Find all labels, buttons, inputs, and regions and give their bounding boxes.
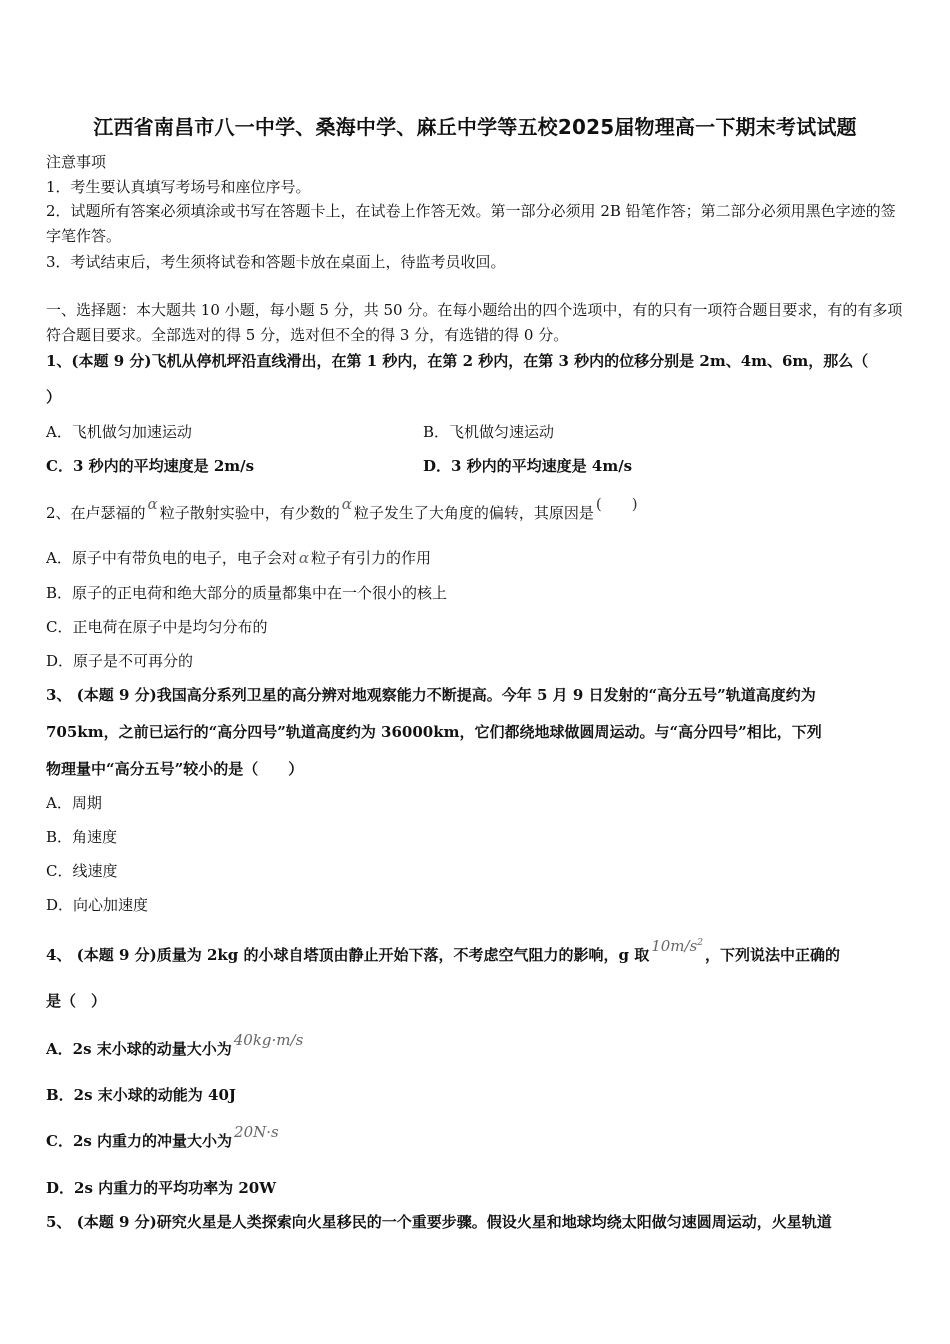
q2-stem: 2、在卢瑟福的 α 粒子散射实验中，有少数的 α 粒子发生了大角度的偏转，其原因是 ( ) xyxy=(46,495,638,522)
q1-options-row-2 xyxy=(46,456,906,476)
q4-option-d: D．2s 内重力的平均功率为 20W xyxy=(46,1179,277,1197)
momentum-value: 40kg·m/s xyxy=(233,1031,304,1049)
q2-option-a: A．原子中有带负电的电子，电子会对 α 粒子有引力的作用 xyxy=(46,549,431,567)
q3-line-3: 物理量中“高分五号”较小的是（ ） xyxy=(46,760,304,778)
q1-stem: 1、(本题 9 分)飞机从停机坪沿直线滑出，在第 1 秒内，在第 2 秒内，在第 3 秒内的位移分别是 2m、4m、6m，那么（ xyxy=(46,352,869,370)
q3-line-1: 3、 (本题 9 分)我国高分系列卫星的高分辨对地观察能力不断提高。今年 5 月 9 日发射的“高分五号”轨道高度约为 xyxy=(46,686,816,704)
section-intro: 一、选择题：本大题共 10 小题，每小题 5 分，共 50 分。在每小题给出的四个选项中，有的只有一项符合题目要求，有的有多项符合题目要求。全部选对的得 5 分，选对但不全的得 3 分，有选错的得 0 分。 xyxy=(46,301,903,344)
q1-options-row-1 xyxy=(46,422,906,442)
impulse-value: 20N·s xyxy=(234,1123,279,1141)
q4-stem-end: 是（ ） xyxy=(46,992,107,1010)
q4-option-c: C．2s 内重力的冲量大小为 20N·s xyxy=(46,1123,279,1150)
g-value: $10m/s^2$ xyxy=(651,937,704,955)
notice-heading: 注意事项 xyxy=(46,153,107,171)
notice-item-3: 3．考试结束后，考生须将试卷和答题卡放在桌面上，待监考员收回。 xyxy=(46,253,506,271)
page-title: 江西省南昌市八一中学、桑海中学、麻丘中学等五校2025届物理高一下期末考试试题 xyxy=(93,115,857,139)
answer-paren: ( ) xyxy=(595,495,638,513)
q4-stem: 4、 (本题 9 分)质量为 2kg 的小球自塔顶由静止开始下落，不考虑空气阻力的影响，g 取 $10m/s^2$，下列说法中正确的 xyxy=(46,937,841,964)
q3-option-c: C．线速度 xyxy=(46,862,118,880)
notice-item-1: 1．考生要认真填写考场号和座位序号。 xyxy=(46,178,311,196)
q1-option-d: D．3 秒内的平均速度是 4m/s xyxy=(423,457,633,475)
notice-item-2: 2．试题所有答案必须填涂或书写在答题卡上，在试卷上作答无效。第一部分必须用 2B 铅笔作答；第二部分必须用黑色字迹的签字笔作答。 xyxy=(46,202,896,245)
q4-option-a: A．2s 末小球的动量大小为 40kg·m/s xyxy=(46,1031,304,1058)
q2-option-d: D．原子是不可再分的 xyxy=(46,652,194,670)
q1-option-a: A．飞机做匀加速运动 xyxy=(46,423,192,441)
q3-option-b: B．角速度 xyxy=(46,828,118,846)
q2-option-c: C．正电荷在原子中是均匀分布的 xyxy=(46,618,268,636)
alpha-symbol: α xyxy=(147,495,158,513)
q1-option-b: B．飞机做匀速运动 xyxy=(423,423,555,441)
q3-option-a: A．周期 xyxy=(46,794,102,812)
q3-option-d: D．向心加速度 xyxy=(46,896,149,914)
q2-option-b: B．原子的正电荷和绝大部分的质量都集中在一个很小的核上 xyxy=(46,584,448,602)
alpha-symbol: α xyxy=(341,495,352,513)
q1-option-c: C．3 秒内的平均速度是 2m/s xyxy=(46,457,255,475)
q4-option-b: B．2s 末小球的动能为 40J xyxy=(46,1086,236,1104)
q3-line-2: 705km，之前已运行的“高分四号”轨道高度约为 36000km，它们都绕地球做圆周运动。与“高分四号”相比，下列 xyxy=(46,723,822,741)
alpha-symbol: α xyxy=(298,549,309,567)
q5-line-1: 5、 (本题 9 分)研究火星是人类探索向火星移民的一个重要步骤。假设火星和地球均绕太阳做匀速圆周运动，火星轨道 xyxy=(46,1213,832,1231)
q1-stem-end: ） xyxy=(46,388,62,406)
